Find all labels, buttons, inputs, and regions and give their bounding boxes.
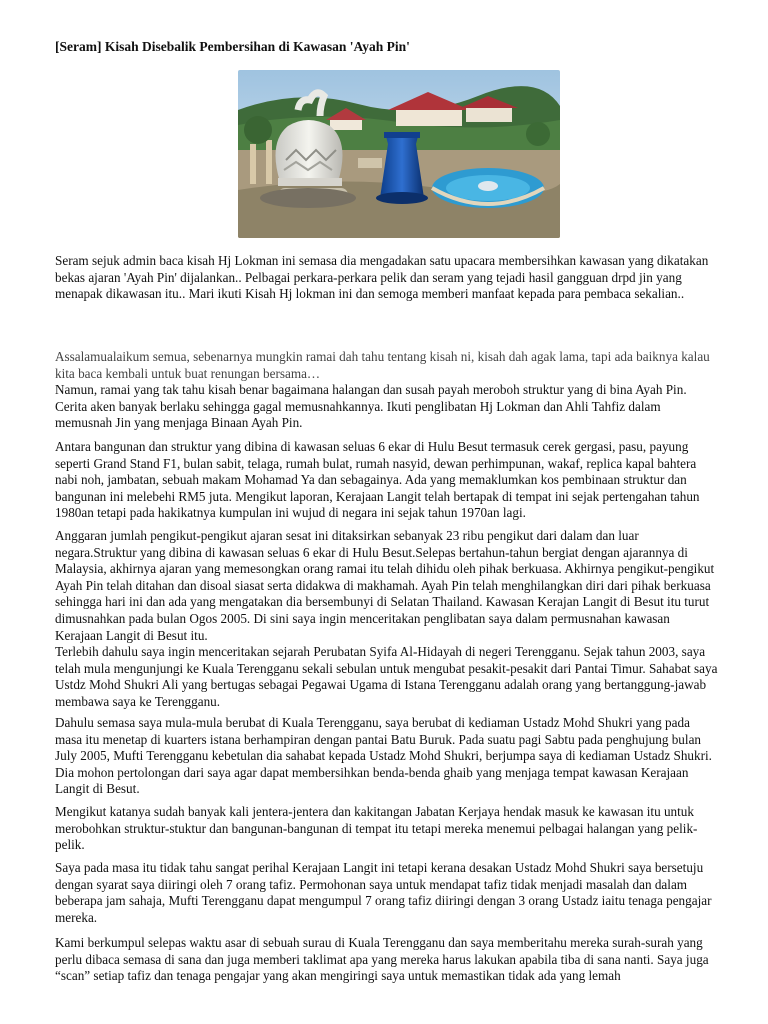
body-paragraph-4: Terlebih dahulu saya ingin menceritakan sejarah Perubatan Syifa Al-Hidayah di negeri Terengganu. Sejak tahun 2003, saya telah mula mengunjungi ke Kuala Terengganu sekali sebulan untuk mengubat pesakit-pesakit dari Pantai Timur. Sahabat saya Ustdz Mohd Shukri Ali yang bertugas sebagai Pegawai Ugama di Istana Terengganu adalah orang yang bertanggung-jawab membawa saya ke Terengganu. — [55, 644, 718, 709]
greeting-paragraph: Assalamualaikum semua, sebenarnya mungkin ramai dah tahu tentang kisah ni, kisah dah agak lama, tapi ada baiknya kalau kita baca kembali untuk buat renungan bersama… — [55, 349, 710, 381]
body-paragraph-8: Kami berkumpul selepas waktu asar di sebuah surau di Kuala Terengganu dan saya memberitahu mereka surah-surah yang perlu dibaca semasa di sana dan juga memberi taklimat apa yang mereka harus lakukan apabila tiba di sana nanti. Saya juga “scan” setiap tafiz dan tenaga pengajar yang akan mengiringi saya untuk memastikan tidak ada yang lemah — [55, 935, 709, 984]
body-paragraph-3: Anggaran jumlah pengikut-pengikut ajaran sesat ini ditaksirkan sebanyak 23 ribu pengikut dari dalam dan luar negara.Struktur yang dibina di kawasan seluas 6 ekar di Hulu Besut.Selepas bertahun-tahun bergiat dengan ajarannya di Malaysia, akhirnya ajaran yang memesongkan orang ramai itu telah dihidu oleh pihak berkuasa. Akhirnya pengikut-pengikut Ayah Pin telah ditahan dan disoal siasat serta didakwa di makhamah. Ayah Pin telah menghilangkan diri dari pihak berkuasa sehingga hari ini dan ada yang mengatakan dia bersembunyi di Selatan Thailand. Kawasan Kerajan Langit di Besut itu turut dimusnahkan pada bulan Ogos 2005. Di sini saya ingin menceritakan penglibatan saya dalam permusnahan kawasan Kerajaan Langit di Besut itu. — [55, 528, 715, 643]
article-title: [Seram] Kisah Disebalik Pembersihan di Kawasan 'Ayah Pin' — [55, 39, 410, 54]
body-paragraph-7: Saya pada masa itu tidak tahu sangat perihal Kerajaan Langit ini tetapi kerana desakan Ustadz Mohd Shukri saya bersetuju dengan syarat saya diiringi oleh 7 orang tafiz. Permohonan saya untuk mendapat tafiz tidak menjadi masalah dan dalam beberapa jam sahaja, Mufti Terengganu dapat mengumpul 7 orang tafiz diiringi dengan 3 orang Ustadz iaitu tenaga pengajar mereka. — [55, 860, 712, 925]
intro-paragraph: Seram sejuk admin baca kisah Hj Lokman ini semasa dia mengadakan satu upacara membersihkan kawasan yang dikatakan bekas ajaran 'Ayah Pin' dijalankan.. Pelbagai perkara-perkara pelik dan seram yang tejadi hasil gangguan drpd jin yang menapak dikawasan itu.. Mari ikuti Kisah Hj lokman ini dan semoga memberi manfaat kepada para pembaca sekalian.. — [55, 253, 709, 302]
ayah-pin-site-photo — [238, 70, 560, 238]
body-paragraph-1: Namun, ramai yang tak tahu kisah benar bagaimana halangan dan susah payah meroboh struktur yang di bina Ayah Pin. Cerita aken banyak berlaku sehingga gagal memusnahkannya. Ikuti penglibatan Hj Lokman dan Ahli Tahfiz dalam memusnah Jin yang menjaga Binaan Ayah Pin. — [55, 382, 687, 431]
body-paragraph-6: Mengikut katanya sudah banyak kali jentera-jentera dan kakitangan Jabatan Kerjaya hendak masuk ke kawasan itu untuk merobohkan struktur-stuktur dan bangunan-bangunan di tempat itu tetapi mereka menemui pelbagai halangan yang pelik-pelik. — [55, 804, 698, 853]
body-paragraph-5: Dahulu semasa saya mula-mula berubat di Kuala Terengganu, saya berubat di kediaman Ustadz Mohd Shukri yang pada masa itu menetap di kuarters istana berhampiran dengan pantai Batu Buruk. Pada suatu pagi Sabtu pada penghujung bulan July 2005, Mufti Terengganu kebetulan dia sahabat kepada Ustadz Mohd Shukri, berjumpa saya di kediaman Ustadz Shukri. Dia mohon pertolongan dari saya agar dapat membersihkan benda-benda ghaib yang menjaga tempat kawasan Kerajaan Langit di Besut. — [55, 715, 712, 797]
body-paragraph-2: Antara bangunan dan struktur yang dibina di kawasan seluas 6 ekar di Hulu Besut termasuk cerek gergasi, pasu, payung seperti Grand Stand F1, bulan sabit, telaga, rumah bulat, rumah nasyid, dewan perhimpunan, wakaf, replica kapal bahtera nabi noh, jambatan, sebuah makam Mohamad Ya dan sebagainya. Ada yang memaklumkan kos pembinaan struktur dan bangunan ini melebehi RM5 juta. Mengikut laporan, Kerajaan Langit telah bertapak di tempat ini sejak pertengahan tahun 1980an tetapi pada hakikatnya kumpulan ini wujud di negara ini sejak tahun 1970an lagi. — [55, 439, 700, 521]
aerial-photo-illustration — [238, 70, 560, 238]
